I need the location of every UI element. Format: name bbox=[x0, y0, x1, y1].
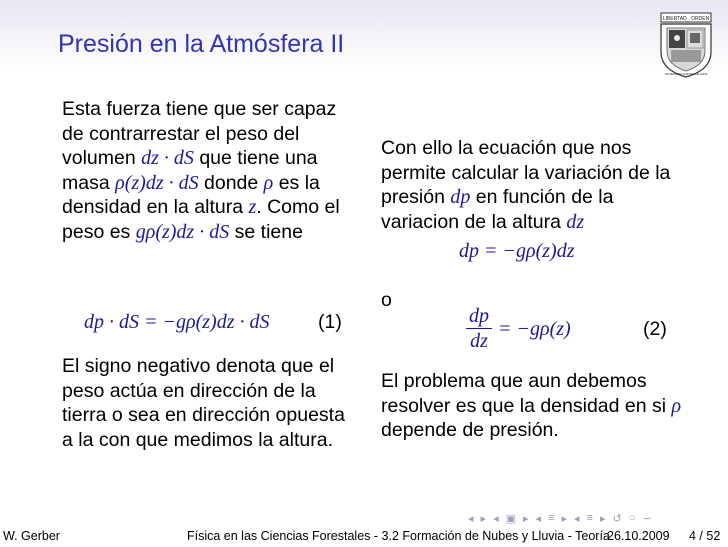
math-inline: dp bbox=[450, 186, 471, 208]
equation-1-number: (1) bbox=[318, 311, 342, 333]
math-inline: ρ bbox=[671, 394, 682, 417]
footer-course: Física en las Ciencias Forestales - 3.2 Formación de Nubes y Lluvia - Teoría bbox=[187, 529, 610, 543]
math-inline: ρ(z)dz · dS bbox=[115, 171, 199, 194]
footer-date: 26.10.2009 bbox=[607, 529, 670, 543]
equation-2-rhs: = −gρ(z) bbox=[498, 318, 571, 340]
nav-prev-section-icon[interactable]: ◂ bbox=[535, 513, 542, 525]
nav-zoom2-icon[interactable]: ∽ bbox=[642, 513, 652, 525]
right-paragraph-1: Con ello la ecuación que nos permite calcular la variación de la presión dp en función de la variacion de la altura dz bbox=[381, 137, 671, 233]
fraction-denominator: dz bbox=[470, 330, 488, 352]
nav-prev-subsection-icon[interactable]: ◂ bbox=[493, 513, 499, 525]
footer-page: 4 / 52 bbox=[689, 529, 721, 543]
nav-next-section-icon[interactable]: ▸ bbox=[561, 513, 568, 525]
math-inline: dz bbox=[566, 210, 585, 233]
nav-next-subsection-icon[interactable]: ▸ bbox=[523, 513, 529, 525]
equation-2-number: (2) bbox=[643, 318, 667, 340]
university-logo bbox=[655, 12, 717, 78]
slide-title: Presión en la Atmósfera II bbox=[58, 30, 345, 58]
nav-first-icon[interactable]: ◂ bbox=[468, 513, 474, 525]
nav-search-icon[interactable]: ↺ bbox=[612, 513, 622, 525]
beamer-navigation bbox=[468, 512, 652, 524]
math-inline: ρ bbox=[263, 171, 274, 194]
left-paragraph-1: Esta fuerza tiene que ser capaz de contrarrestar el peso del volumen dz · dS que tiene una masa ρ(z)dz · dS donde ρ es la densidad en la altura z. Como el peso es gρ(z)dz · dS se tiene bbox=[62, 98, 340, 243]
nav-forward-icon[interactable]: ▸ bbox=[599, 513, 606, 525]
nav-frame-icon[interactable]: ▣ bbox=[505, 513, 516, 525]
equation-mid: dp = −gρ(z)dz bbox=[459, 240, 575, 262]
math-inline: dz · dS bbox=[141, 147, 194, 169]
nav-doc-icon[interactable]: ≡ bbox=[586, 512, 593, 524]
logo-banner: LIBERTAD · ORDEN bbox=[662, 16, 710, 22]
nav-prev-frame-icon[interactable]: ▸ bbox=[480, 513, 487, 525]
equation-2-fraction bbox=[466, 304, 492, 353]
math-inline: gρ(z)dz · dS bbox=[135, 220, 230, 243]
nav-zoom-icon[interactable]: ○ bbox=[628, 512, 636, 524]
nav-section-icon[interactable]: ≡ bbox=[548, 512, 555, 524]
right-paragraph-2: El problema que aun debemos resolver es que la densidad en si ρ depende de presión. bbox=[381, 370, 682, 441]
nav-back-icon[interactable]: ◂ bbox=[574, 513, 580, 525]
logo-ring-text: UNIVERSIDAD AUSTRAL DE CHILE bbox=[664, 73, 708, 76]
fraction-numerator: dp bbox=[469, 305, 489, 327]
math-inline: z bbox=[248, 196, 257, 218]
connector-o: o bbox=[381, 289, 392, 311]
footer-author: W. Gerber bbox=[3, 529, 60, 543]
left-paragraph-2: El signo negativo denota que el peso actúa en dirección de la tierra o sea en dirección opuesta a la con que medimos la altura. bbox=[62, 355, 345, 451]
equation-1: dp · dS = −gρ(z)dz · dS bbox=[84, 311, 270, 333]
footer bbox=[0, 527, 728, 547]
